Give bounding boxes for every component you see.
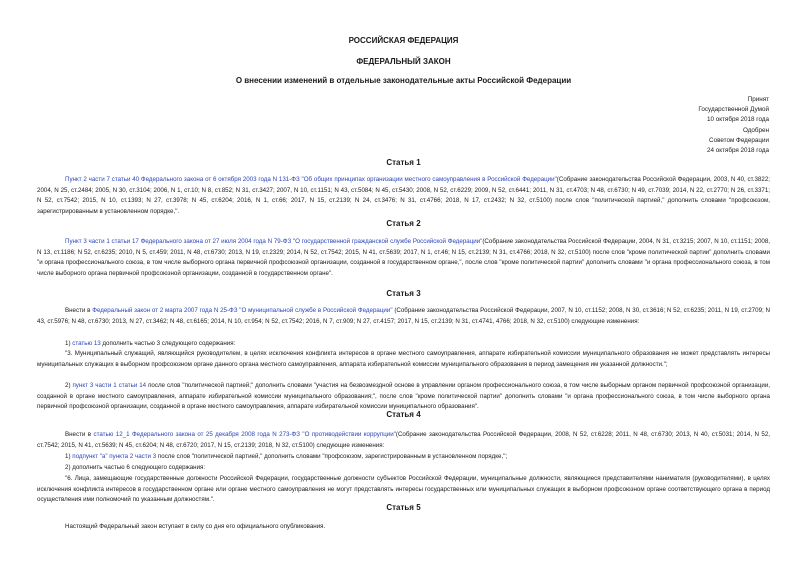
adoption-block: [569, 95, 769, 156]
article-1-text: [37, 175, 770, 217]
article-4-heading: Статья 4: [386, 410, 421, 419]
adoption-line: 10 октября 2018 года: [706, 116, 769, 124]
article-5-text: Настоящий Федеральный закон вступает в силу со дня его официального опубликования.: [65, 523, 326, 530]
article-3-quote: "3. Муниципальный служащий, являющийся руководителем, в целях исключения конфликта интересов в органе местного самоуправления, аппарате избирательной комиссии муниципального образования не может представлять интересы муниципальных служащих в выборном профсоюзном органе данного органа местного самоуправления, аппарата избирательной комиссии муниципального образования в период замещения им указанной должности.";: [37, 350, 770, 368]
article-5-heading: Статья 5: [386, 503, 421, 512]
article-3-intro: [37, 306, 770, 327]
article-4-intro-prefix: Внести в: [65, 431, 94, 438]
article-1-heading: Статья 1: [386, 158, 421, 167]
document-title: О внесении изменений в отдельные законодательные акты Российской Федерации: [235, 76, 572, 85]
article-4-item-1-link[interactable]: подпункт "а" пункта 2 части 3: [72, 453, 157, 460]
article-2-law-link[interactable]: Пункт 3 части 1 статьи 17 Федерального закона от 27 июля 2004 года N 79-ФЗ "О государственной гражданской службе Российской Федерации": [65, 238, 483, 245]
item-number: 1): [65, 340, 73, 347]
article-2-body: (Собрание законодательства Российской Федерации, 2004, N 31, ст.3215; 2007, N 10, ст.1151; 2008, N 13, ст.1186; N 52, ст.6235; 2010, N 5, ст.459; 2011, N 48, ст.6730; 2013, N 19, ст.2329; 2014, N 52, ст.7542; 2015, N 41, ст.5639; 2017, N 1, ст.46; N 15, ст.2139; N 31, ст.4766; 2018, N 32, ст.5100) после слов "кроме политической партии" дополнить словами "и органа профессионального союза, в том числе выборного органа первичной профсоюзной организации, созданной в государственном органе,", после слов "кроме политической партии" дополнить словами "и органа профессионального союза, в том числе выборного органа первичной профсоюзной организации, созданной в государственном органе".: [37, 238, 770, 277]
country-heading: РОССИЙСКАЯ ФЕДЕРАЦИЯ: [348, 36, 459, 45]
article-3-item-1: [37, 339, 770, 350]
adoption-line: Государственной Думой: [698, 106, 769, 114]
document-type: ФЕДЕРАЛЬНЫЙ ЗАКОН: [356, 57, 451, 66]
article-3-item-2: [37, 381, 770, 413]
article-3-heading: Статья 3: [386, 289, 421, 298]
article-4-item-1: [37, 452, 770, 463]
article-2-text: [37, 237, 770, 279]
item-body: после слов "политической партией," дополнить словами "профсоюзом, зарегистрированным в установленном порядке,";: [156, 453, 508, 460]
article-4-quote: "6. Лица, замещающие государственные должности Российской Федерации, государственные должности субъектов Российской Федерации, муниципальные должности, являющиеся представителями нанимателя (руководителями), в целях исключения конфликта интересов в государственном органе или органе местного самоуправления не могут представлять интересы государственных или муниципальных служащих в выборном профсоюзном органе соответствующего органа в период осуществления ими полномочий по указанным должностям.".: [37, 475, 770, 504]
article-4-intro-body: (Собрание законодательства Российской Федерации, 2008, N 52, ст.6228; 2011, N 48, ст.6730; 2013, N 40, ст.5031; 2014, N 52, ст.7542; 2015, N 41, ст.5639; N 45, ст.6204; N 48, ст.6720; 2017, N 15, ст.2139; 2018, N 32, ст.5100) следующие изменения:: [37, 431, 770, 449]
adoption-line: Советом Федерации: [709, 136, 769, 144]
item-number: 2): [65, 382, 73, 389]
article-3-intro-body: (Собрание законодательства Российской Федерации, 2007, N 10, ст.1152; 2008, N 30, ст.3616; N 52, ст.6235; 2011, N 19, ст.2709; N 43, ст.5976; N 48, ст.6730; 2013, N 27, ст.3462; N 48, ст.6165; 2014, N 10, ст.954; N 52, ст.7542; 2016, N 7, ст.909; N 27, ст.4157; 2017, N 15, ст.2139; N 31, ст.4741, 4766; 2018, N 32, ст.5100) следующие изменения:: [37, 307, 770, 325]
article-3-item-2-link[interactable]: пункт 3 части 1 статьи 14: [72, 382, 147, 389]
article-3-intro-prefix: Внести в: [65, 307, 93, 314]
article-3-law-link[interactable]: Федеральный закон от 2 марта 2007 года N 25-ФЗ "О муниципальной службе в Российской Федерации": [92, 307, 393, 314]
adoption-line: Одобрен: [742, 126, 769, 134]
item-body: дополнить частью 3 следующего содержания:: [100, 340, 236, 347]
adoption-line: 24 октября 2018 года: [706, 147, 769, 155]
article-1-law-link[interactable]: Пункт 2 части 7 статьи 40 Федерального закона от 6 октября 2003 года N 131-ФЗ "Об общих принципах организации местного самоуправления в Российской Федерации": [65, 176, 557, 183]
article-4-law-link[interactable]: статью 12_1 Федерального закона от 25 декабря 2008 года N 273-ФЗ "О противодействии коррупции": [93, 431, 396, 438]
article-4-intro: [37, 430, 770, 451]
item-number: 1): [65, 453, 73, 460]
article-4-item-2: 2) дополнить частью 6 следующего содержания:: [65, 464, 206, 471]
item-body: после слов "политической партией;" дополнить словами "участия на безвозмездной основе в управлении органом профессионального союза, в том числе выборным органом первичной профсоюзной организации, созданной в органе местного самоуправления, аппарате избирательной комиссии муниципального образования;", после слов "кроме политической партии" дополнить словами "и органа профессионального союза, в том числе выборного органа первичной профсоюзной организации, созданной в органе местного самоуправления, аппарате избирательной комиссии муниципального образования".: [37, 382, 770, 411]
article-2-heading: Статья 2: [386, 219, 421, 228]
article-3-item-1-link[interactable]: статью 13: [72, 340, 101, 347]
article-1-body: (Собрание законодательства Российской Федерации, 2003, N 40, ст.3822; 2004, N 25, ст.2484; 2005, N 30, ст.3104; 2006, N 1, ст.10; N 8, ст.852; N 31, ст.3427; 2007, N 10, ст.1151; N 43, ст.5084; N 45, ст.5430; 2008, N 52, ст.6229; 2009, N 52, ст.6441; 2011, N 31, ст.4703; N 48, ст.6730; N 49, ст.7039; 2014, N 22, ст.2770; N 26, ст.3371; N 52, ст.7542; 2015, N 10, ст.1393; N 27, ст.3978; N 45, ст.6204; 2016, N 1, ст.66; 2017, N 15, ст.2139; N 24, ст.3476; N 31, ст.4766; 2018, N 17, ст.2432; N 32, ст.5100) после слов "политической партией," дополнить словами "профсоюзом, зарегистрированным в установленном порядке,".: [37, 176, 771, 215]
adoption-line: Принят: [747, 96, 769, 103]
